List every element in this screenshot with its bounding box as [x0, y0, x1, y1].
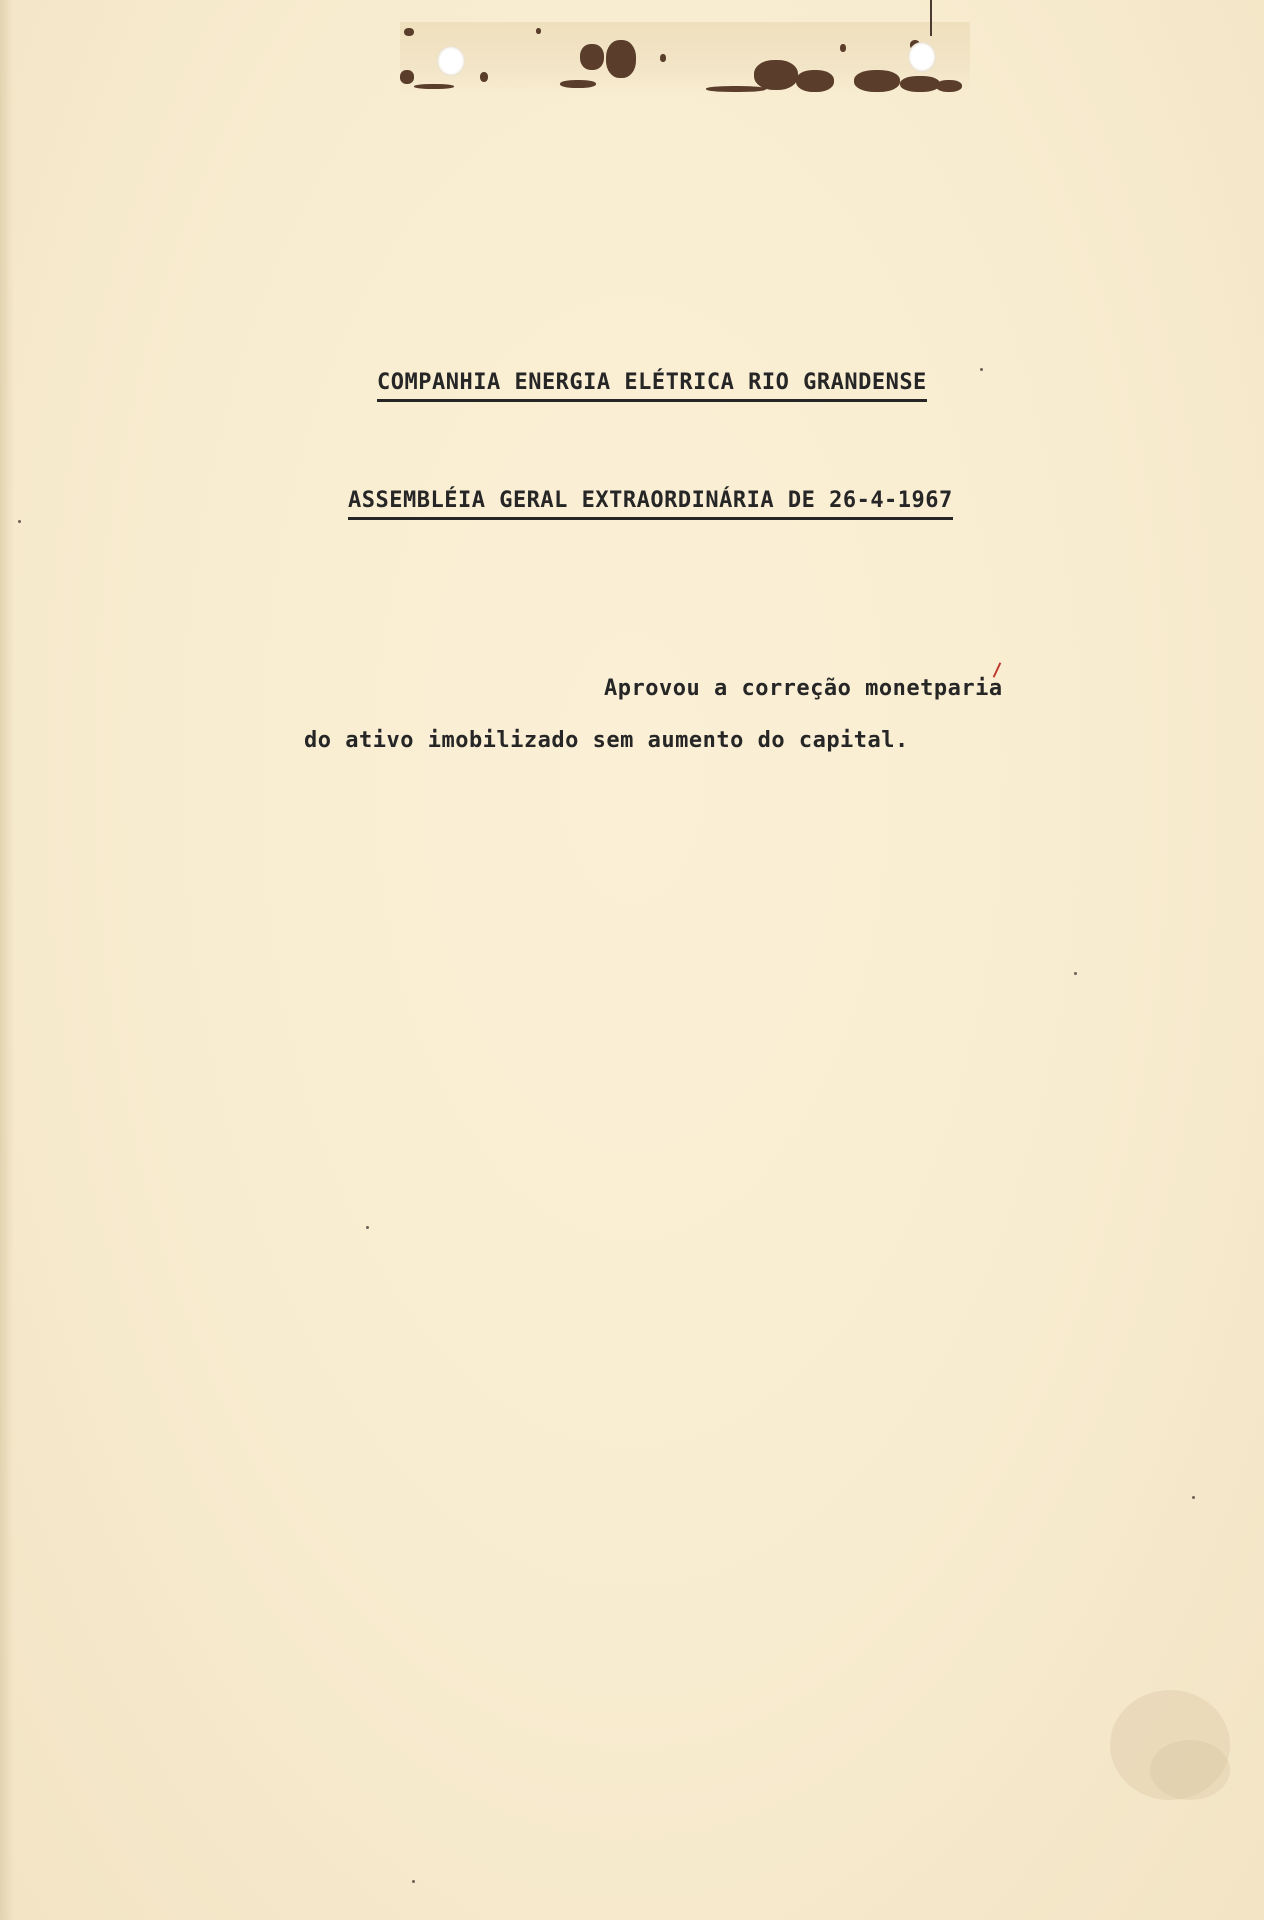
- rust-mark: [706, 86, 766, 92]
- paper-speck: [412, 1880, 415, 1883]
- body-line-1: Aprovou a correção monetparia: [604, 676, 1003, 701]
- paper-speck: [980, 368, 983, 371]
- rust-mark: [536, 28, 541, 34]
- paper-stain: [1150, 1740, 1230, 1800]
- rust-mark: [606, 40, 636, 78]
- rust-mark: [400, 70, 414, 84]
- rust-mark: [900, 76, 940, 92]
- rust-mark: [936, 80, 962, 92]
- rust-mark: [404, 28, 414, 36]
- rust-mark: [854, 70, 900, 92]
- punch-hole-right: [908, 42, 936, 72]
- heading-company: COMPANHIA ENERGIA ELÉTRICA RIO GRANDENSE: [377, 370, 927, 402]
- paper-speck: [1192, 1496, 1195, 1499]
- rust-mark: [796, 70, 834, 92]
- paper-speck: [366, 1226, 369, 1229]
- body-line-2: do ativo imobilizado sem aumento do capital.: [304, 728, 909, 753]
- rust-mark: [580, 44, 604, 70]
- rust-mark: [754, 60, 798, 90]
- binding-wire: [930, 0, 932, 36]
- rust-mark: [560, 80, 596, 88]
- heading-meeting: ASSEMBLÉIA GERAL EXTRAORDINÁRIA DE 26-4-1967: [348, 488, 953, 520]
- page-edge-shadow: [0, 0, 14, 1920]
- punch-hole-left: [437, 46, 465, 76]
- paper-speck: [1074, 972, 1077, 975]
- rust-mark: [840, 44, 846, 52]
- rust-mark: [414, 84, 454, 89]
- rust-mark: [480, 72, 488, 82]
- paper-speck: [18, 520, 21, 523]
- rust-mark: [660, 54, 666, 62]
